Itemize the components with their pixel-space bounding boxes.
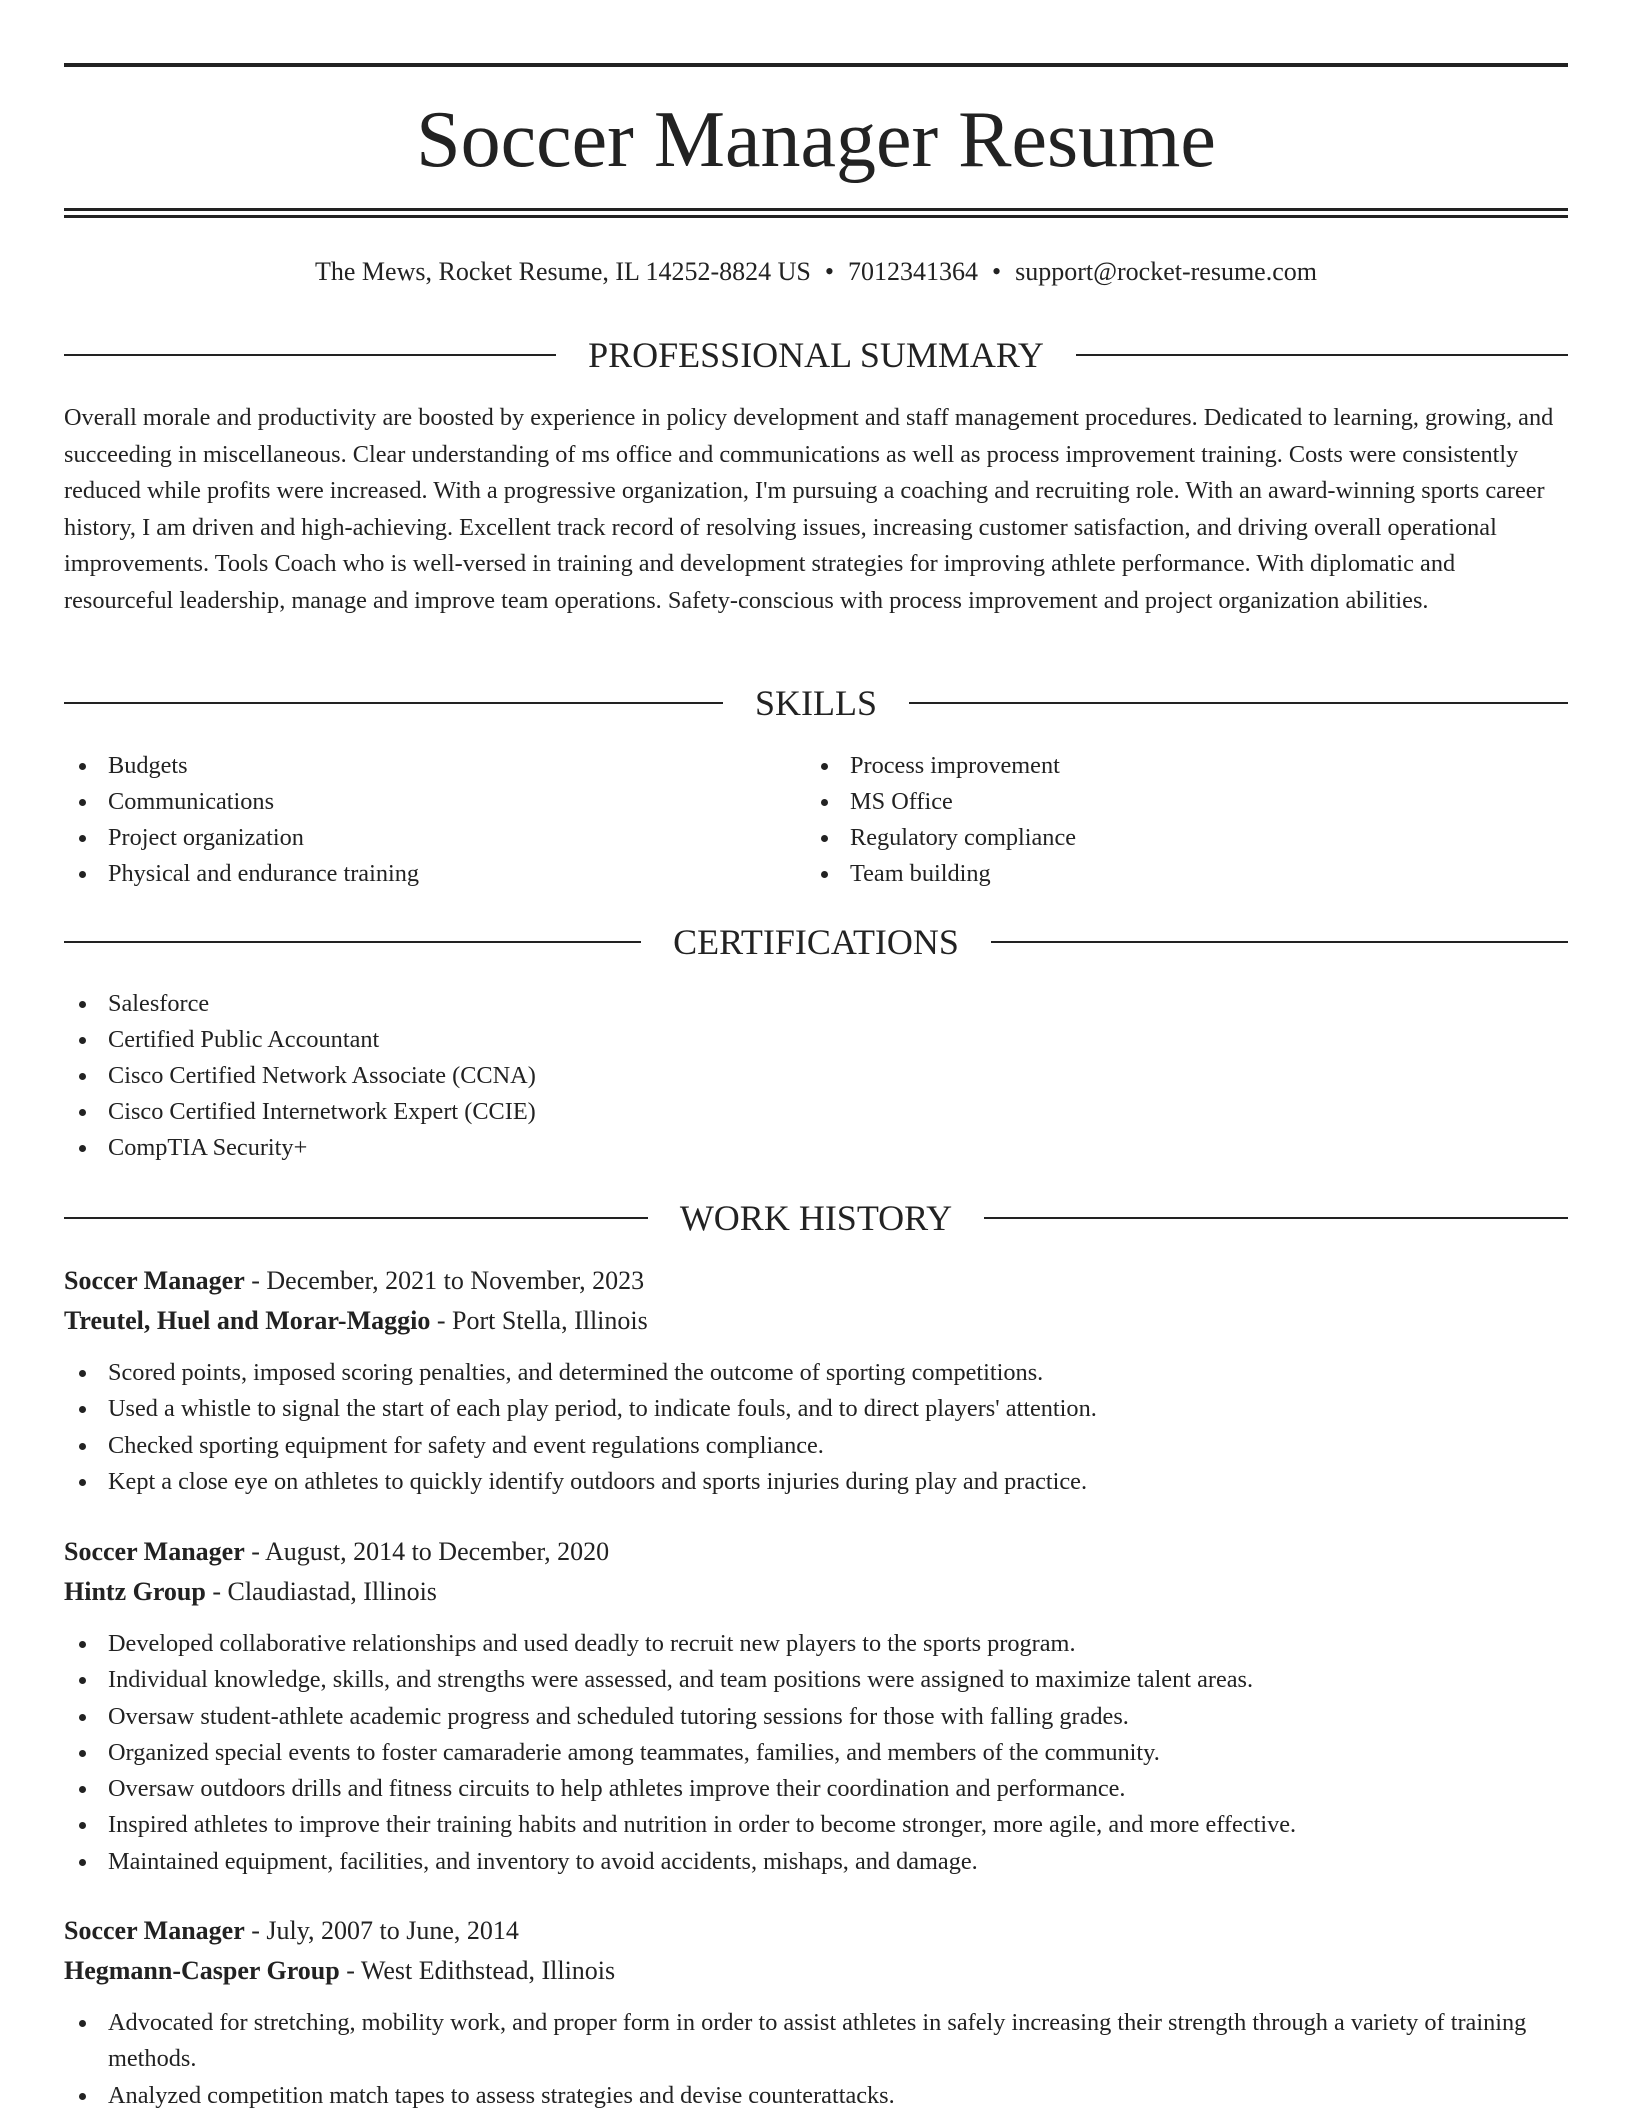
job-company: Hintz Group xyxy=(64,1577,206,1606)
job-bullet: Organized special events to foster camaraderie among teammates, families, and members of the community. xyxy=(64,1735,1568,1771)
section-header-summary xyxy=(64,333,1568,377)
job-bullet: Analyzed competition match tapes to assess strategies and devise counterattacks. xyxy=(64,2078,1568,2114)
section-header-certifications xyxy=(64,920,1568,964)
contact-email: support@rocket-resume.com xyxy=(1015,257,1317,286)
section-rule xyxy=(64,941,641,943)
section-rule xyxy=(909,702,1568,704)
job-bullet: Developed collaborative relationships and used deadly to recruit new players to the sports program. xyxy=(64,1626,1568,1662)
job-role: Soccer Manager xyxy=(64,1916,245,1945)
job-location: - Claudiastad, Illinois xyxy=(205,1577,437,1606)
job-bullet: Used a whistle to signal the start of each play period, to indicate fouls, and to direct players' attention. xyxy=(64,1391,1568,1427)
title-double-rule xyxy=(64,208,1568,218)
section-rule xyxy=(64,354,556,356)
job-title-line xyxy=(64,1911,1568,1951)
section-title-summary: PROFESSIONAL SUMMARY xyxy=(588,335,1044,375)
section-title-certifications: CERTIFICATIONS xyxy=(673,922,959,962)
section-rule xyxy=(64,1217,648,1219)
certification-item: CompTIA Security+ xyxy=(64,1130,1568,1166)
skill-item: Regulatory compliance xyxy=(806,820,1506,856)
section-header-work-history xyxy=(64,1196,1568,1240)
contact-line xyxy=(64,254,1568,290)
job-title-line xyxy=(64,1261,1568,1301)
skill-item: Communications xyxy=(64,784,764,820)
section-title-skills: SKILLS xyxy=(755,683,878,723)
skill-item: MS Office xyxy=(806,784,1506,820)
certification-item: Cisco Certified Network Associate (CCNA) xyxy=(64,1058,1568,1094)
job-entry xyxy=(64,1532,1568,1880)
job-role: Soccer Manager xyxy=(64,1266,245,1295)
skill-item: Physical and endurance training xyxy=(64,856,764,892)
skills-list-left xyxy=(64,748,764,892)
job-dates: - December, 2021 to November, 2023 xyxy=(244,1266,645,1295)
job-bullets xyxy=(64,1355,1568,1500)
job-bullet: Oversaw outdoors drills and fitness circuits to help athletes improve their coordination and performance. xyxy=(64,1771,1568,1807)
job-company: Treutel, Huel and Morar-Maggio xyxy=(64,1306,431,1335)
job-bullets xyxy=(64,1626,1568,1880)
skills-list-right xyxy=(806,748,1506,892)
job-bullet: Maintained equipment, facilities, and inventory to avoid accidents, mishaps, and damage. xyxy=(64,1844,1568,1880)
section-rule xyxy=(1076,354,1568,356)
top-rule xyxy=(64,63,1568,67)
job-company-line xyxy=(64,1572,1568,1612)
section-rule xyxy=(984,1217,1568,1219)
section-header-skills xyxy=(64,681,1568,725)
certifications-list xyxy=(64,986,1568,1166)
certification-item: Salesforce xyxy=(64,986,1568,1022)
job-bullet: Inspired athletes to improve their training habits and nutrition in order to become stronger, more agile, and more effective. xyxy=(64,1807,1568,1843)
job-entry xyxy=(64,1911,1568,2114)
job-bullet: Checked sporting equipment for safety and event regulations compliance. xyxy=(64,1428,1568,1464)
job-company: Hegmann-Casper Group xyxy=(64,1956,340,1985)
section-rule xyxy=(64,702,723,704)
section-title-work-history: WORK HISTORY xyxy=(679,1198,953,1238)
job-bullet: Advocated for stretching, mobility work, and proper form in order to assist athletes in safely increasing their strength through a variety of training methods. xyxy=(64,2005,1568,2078)
job-role: Soccer Manager xyxy=(64,1537,245,1566)
job-dates: - August, 2014 to December, 2020 xyxy=(244,1537,610,1566)
job-bullet: Scored points, imposed scoring penalties, and determined the outcome of sporting competitions. xyxy=(64,1355,1568,1391)
job-entry xyxy=(64,1261,1568,1500)
job-bullet: Oversaw student-athlete academic progress and scheduled tutoring sessions for those with falling grades. xyxy=(64,1699,1568,1735)
skill-item: Process improvement xyxy=(806,748,1506,784)
certification-item: Cisco Certified Internetwork Expert (CCIE) xyxy=(64,1094,1568,1130)
skill-item: Team building xyxy=(806,856,1506,892)
certification-item: Certified Public Accountant xyxy=(64,1022,1568,1058)
job-bullet: Kept a close eye on athletes to quickly identify outdoors and sports injuries during play and practice. xyxy=(64,1464,1568,1500)
contact-separator: • xyxy=(991,257,1002,286)
job-dates: - July, 2007 to June, 2014 xyxy=(244,1916,519,1945)
skill-item: Project organization xyxy=(64,820,764,856)
section-rule xyxy=(991,941,1568,943)
contact-address: The Mews, Rocket Resume, IL 14252-8824 US xyxy=(315,257,811,286)
job-company-line xyxy=(64,1951,1568,1991)
skill-item: Budgets xyxy=(64,748,764,784)
resume-title: Soccer Manager Resume xyxy=(416,96,1216,184)
job-location: - Port Stella, Illinois xyxy=(430,1306,648,1335)
job-company-line xyxy=(64,1301,1568,1341)
job-title-line xyxy=(64,1532,1568,1572)
contact-separator: • xyxy=(824,257,834,286)
summary-paragraph: Overall morale and productivity are boosted by experience in policy development and staff management procedures. Dedicated to learning, growing, and succeeding in miscellaneous. Clear understanding of ms office and communications as well as process improvement training. Costs were consistently reduced while profits were increased. With a progressive organization, I'm pursuing a coaching and recruiting role. With an award-winning sports career history, I am driven and high-achieving. Excellent track record of resolving issues, increasing customer satisfaction, and driving overall operational improvements. Tools Coach who is well-versed in training and development strategies for improving athlete performance. With diplomatic and resourceful leadership, manage and improve team operations. Safety-conscious with process improvement and project organization abilities. xyxy=(64,404,1554,614)
job-bullet: Individual knowledge, skills, and strengths were assessed, and team positions were assigned to maximize talent areas. xyxy=(64,1662,1568,1698)
job-location: - West Edithstead, Illinois xyxy=(339,1956,616,1985)
job-bullets xyxy=(64,2005,1568,2114)
contact-phone: 7012341364 xyxy=(847,257,978,286)
